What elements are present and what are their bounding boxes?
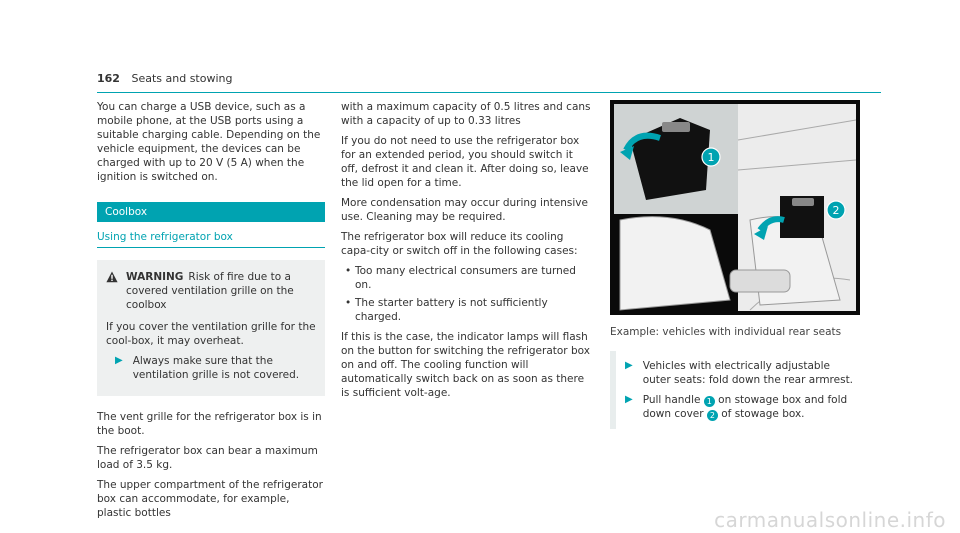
page-header [97, 72, 881, 93]
step-arrow-icon: ▶ [625, 360, 633, 371]
svg-text:2: 2 [832, 204, 840, 217]
column-left [97, 100, 325, 526]
warning-triangle-icon [106, 271, 118, 283]
list-item [341, 264, 593, 292]
bullet-text: The starter battery is not sufficiently charged. [355, 297, 548, 323]
step-1 [616, 359, 860, 387]
figure-caption: Example: vehicles with individual rear seats [610, 326, 842, 338]
step-2-text: Pull handle 1 on stowage box and fold down cover 2 of stowage box. [642, 394, 848, 420]
warning-body: If you cover the ventilation grille for the cool-box, it may overheat. [106, 321, 316, 347]
watermark: carmanualsonline.info [714, 508, 946, 532]
callout-2-badge: 2 [707, 410, 718, 421]
reduce-paragraph: The refrigerator box will reduce its cooling capa-city or switch off in the following cases: [341, 231, 578, 257]
svg-text:1: 1 [707, 151, 715, 164]
bullet-text: Too many electrical consumers are turned on. [355, 265, 576, 291]
step-arrow-icon: ▶ [625, 394, 633, 405]
capacity-paragraph: with a maximum capacity of 0.5 litres and cans with a capacity of up to 0.33 litres [341, 101, 591, 127]
callout-1-badge: 1 [704, 396, 715, 407]
subsection-heading: Using the refrigerator box [97, 230, 325, 248]
warning-title: WARNING [126, 271, 184, 283]
bullet-icon: • [345, 297, 352, 309]
usb-intro-paragraph: You can charge a USB device, such as a mobile phone, at the USB ports using a suitable charging cable. Depending on the vehicle equipment, the devices can be charged with up to 20 V (5 A) when the ignition is switched on. [97, 101, 321, 183]
load-paragraph: The refrigerator box can bear a maximum load of 3.5 kg. [97, 445, 318, 471]
column-right [610, 100, 860, 435]
warning-box [97, 260, 325, 396]
instruction-steps [610, 351, 860, 429]
warning-heading: Risk of fire due to a covered ventilation grille on the coolbox [126, 271, 294, 311]
section-title: Seats and stowing [131, 72, 233, 85]
vent-paragraph: The vent grille for the refrigerator box is in the boot. [97, 411, 322, 437]
list-item [341, 296, 593, 324]
switch-off-paragraph: If you do not need to use the refrigerator box for an extended period, you should switch it off, defrost it and clean it. After doing so, leave the lid open for a time. [341, 135, 589, 189]
indicator-paragraph: If this is the case, the indicator lamps will flash on the button for switching the refrigerator box on and off. The cooling function will automatically switch back on as soon as there is sufficient volt-age. [341, 331, 590, 399]
page-number: 162 [97, 72, 120, 85]
bullet-icon: • [345, 265, 352, 277]
warning-step [106, 354, 316, 382]
column-middle [341, 100, 593, 406]
rear-seat-illustration [610, 100, 860, 315]
warning-step-text: Always make sure that the ventilation grille is not covered. [132, 355, 300, 381]
compartment-paragraph: The upper compartment of the refrigerator box can accommodate, for example, plastic bottles [97, 479, 323, 519]
car-interior-drawing [610, 100, 860, 315]
section-heading-coolbox: Coolbox [97, 202, 325, 222]
step-1-text: Vehicles with electrically adjustable outer seats: fold down the rear armrest. [642, 360, 854, 386]
condensation-paragraph: More condensation may occur during intensive use. Cleaning may be required. [341, 197, 588, 223]
step-arrow-icon: ▶ [115, 355, 123, 366]
step-2 [616, 393, 860, 421]
